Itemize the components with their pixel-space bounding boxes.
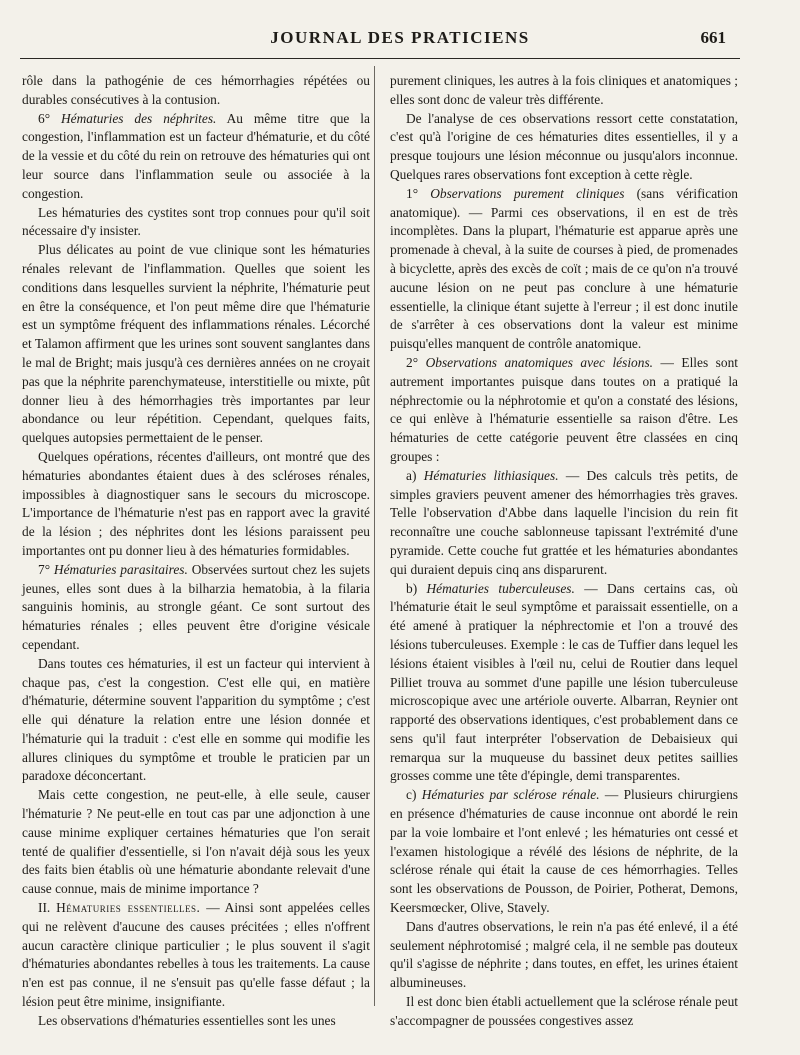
paragraph-text: — Des calculs très petits, de simples graviers peuvent amener des hémorrhagies très graves. Telle l'observation d'Abbe dans laquelle l'incision du rein fit reconnaître une couche sablonneuse tapissant l'extrémité d'une pyramide. Cette couche fut grattée et les hématuries abondantes qui duraient depuis cinq ans disparurent. bbox=[390, 467, 739, 577]
paragraph-cliniques bbox=[390, 185, 738, 354]
paragraph-text: Au même titre que la congestion, l'inflammation est un facteur d'hématurie, et du côté de la vessie et du côté du rein on retrouve des hématuries qui ont leur source dans l'inflammation seule ou associée à la congestion. bbox=[22, 110, 370, 201]
page-number: 661 bbox=[700, 28, 726, 47]
section-heading: Observations anatomiques avec lésions. bbox=[425, 354, 654, 370]
paragraph: purement cliniques, les autres à la fois cliniques et anatomiques ; elles sont donc de valeur très différente. bbox=[390, 73, 738, 107]
section-heading: Hématuries des néphrites. bbox=[61, 110, 217, 126]
section-heading: Observations purement cliniques bbox=[430, 185, 625, 201]
right-column bbox=[390, 72, 738, 1031]
section-number: 7° bbox=[38, 561, 51, 577]
section-number: 2° bbox=[406, 354, 419, 370]
paragraph-text: Observées surtout chez les sujets jeunes, elles sont dues à la bilharzia hematobia, à la filaria sanguinis hominis, au strongle géant. Ce sont surtout des hématuries rénales ; elles peuvent être d'origine vésicale cependant. bbox=[22, 561, 370, 652]
paragraph-text: — Dans certains cas, où l'hématurie était le seul symptôme et paraissait essentielle, on a été amené à pratiquer la néphrectomie et l'on a trouvé des lésions tuberculeuses. Exemple : le cas de Tuffier dans lequel les lésions étaient visibles à l'œil nu, celui de Routier dans lequel Pilliet trouva au sommet d'une papille une lésion tuberculeuse microscopique avec une artériole ouverte. Albarran, Reynier ont rapporté des observations identiques, c'est probablement dans ce sens qu'il faut interpréter l'observation de Debaisieux qui remarqua sur la muqueuse du bassinet deux petites saillies grosses comme une tête d'épingle, demi transparentes. bbox=[390, 580, 738, 784]
paragraph-nephrites bbox=[22, 110, 370, 204]
paragraph: rôle dans la pathogénie de ces hémorrhagies répétées ou durables consécutives à la contusion. bbox=[22, 73, 370, 107]
section-number: a) bbox=[406, 467, 417, 483]
paragraph-essentielles bbox=[22, 899, 370, 1012]
paragraph: Il est donc bien établi actuellement que la sclérose rénale peut s'accompagner de poussées congestives assez bbox=[390, 994, 738, 1028]
paragraph: Les observations d'hématuries essentielles sont les unes bbox=[38, 1012, 336, 1028]
section-number: b) bbox=[406, 580, 418, 596]
paragraph: Quelques opérations, récentes d'ailleurs, ont montré que des hématuries abondantes étaient dues à des scléroses rénales, impossibles à diagnostiquer sans le secours du microscope. L'importance de l'hématurie n'est pas en rapport avec la gravité de la lésion ; des néphrites dont les lésions paraissent peu importantes ont pu donner lieu à des hématuries formidables. bbox=[22, 448, 370, 558]
paragraph-tuberculeuses bbox=[390, 580, 738, 787]
paragraph-text: — Elles sont autrement importantes puisque dans toutes on a pratiqué la néphrectomie ou la néphrotomie et qu'on a constaté des lésions, ce qui enlève à l'hématurie essentielle sa raison d'être. Les hématuries de cette catégorie peuvent être classées en cinq groupes : bbox=[390, 354, 739, 464]
paragraph-text: — Ainsi sont appelées celles qui ne relèvent d'aucune des causes précitées ; elles n'offrent aucun caractère clinique particulier ; le plus souvent il s'agit d'hématuries abondantes rebelles à tous les traitements. La cause n'en est pas connue, il ne s'ensuit pas qu'elle fasse défaut ; la lésion peut être minime, insignifiante. bbox=[22, 900, 370, 1010]
header-rule bbox=[20, 58, 740, 59]
paragraph-sclerose bbox=[390, 786, 738, 918]
left-column bbox=[22, 72, 370, 1031]
section-number: 1° bbox=[406, 185, 419, 201]
section-heading: Hématuries tuberculeuses. bbox=[426, 580, 575, 596]
paragraph-text: (sans vérification anatomique). — Parmi ces observations, il en est de très incomplètes. Dans la plupart, l'hématurie est apparue après une promenade à cheval, à la suite de courses à pied, de promenades à bicyclette, après des excès de coït ; mais de ce qu'on n'a trouvé aucune lésion on ne peut pas conclure à une hématurie essentielle, la clinique étant sujette à l'erreur ; il est donc inutile de s'arrêter à ces observations dont la valeur est minime puisqu'elles manquent de contrôle anatomique. bbox=[390, 185, 738, 352]
section-heading: Hématuries par sclérose rénale. bbox=[421, 787, 600, 803]
paragraph: Les hématuries des cystites sont trop connues pour qu'il soit nécessaire d'y insister. bbox=[22, 204, 370, 239]
section-number: c) bbox=[406, 787, 417, 803]
paragraph: De l'analyse de ces observations ressort cette constatation, c'est qu'à l'origine de ces hématuries dites essentielles, il y a presque toujours une lésion méconnue ou jusqu'alors inconnue. Quelques rares observations font exception à cette règle. bbox=[390, 110, 738, 182]
section-number: II. bbox=[38, 900, 51, 916]
page-header bbox=[0, 0, 800, 60]
section-heading: Hématuries essentielles. bbox=[56, 900, 201, 916]
paragraph: Dans toutes ces hématuries, il est un facteur qui intervient à chaque pas, c'est la congestion. C'est elle qui, en matière d'hématurie, détermine souvent l'apparition du symptôme ; c'est elle qui dénature la relation entre une lésion donnée et l'hématurie qui la traduit : c'est elle en somme qui modifie les allures cliniques du symptôme et trouble le praticien par un paradoxe déconcertant. bbox=[22, 655, 370, 784]
section-number: 6° bbox=[38, 110, 51, 126]
paragraph: Plus délicates au point de vue clinique sont les hématuries rénales relevant de l'inflammation. Quelles que soient les conditions dans lesquelles survient la néphrite, l'hématurie peut en être la conséquence, et l'on peut même dire que l'hématurie est un symptôme fréquent des inflammations rénales. Lécorché et Talamon affirment que les urines sont souvent sanglantes dans le mal de Bright; mais jusqu'à ces dernières années on ne croyait pas que la néphrite parenchymateuse, interstitielle ou mixte, pût donner lieu à des hémorrhagies très importantes par leur abondance ou leur répétition. Cependant, quelques faits, quelques autopsies permettaient de le penser. bbox=[22, 242, 370, 446]
column-divider bbox=[374, 66, 375, 1006]
paragraph: Dans d'autres observations, le rein n'a pas été enlevé, il a été seulement néphrotomisé ; malgré cela, il ne semble pas douteux qu'il s'agisse de néphrite ; dans toutes, en effet, les urines étaient albumineuses. bbox=[390, 918, 738, 991]
section-heading: Hématuries lithiasiques. bbox=[423, 467, 559, 483]
journal-title: JOURNAL DES PRATICIENS bbox=[270, 28, 530, 47]
paragraph-text: — Plusieurs chirurgiens en présence d'hématuries de cause inconnue ont abordé le rein par la voie lombaire et l'ont enlevé ; les hématuries ont cessé et l'examen histologique a révélé des lésions de néphrite, de la sclérose rénale qui était la cause de ces hémorrhagies. Telles sont les observations de Pousson, de Poirier, Potherat, Demons, Keersmœcker, Olive, Stavely. bbox=[390, 787, 738, 916]
paragraph-lithiasiques bbox=[390, 467, 738, 580]
paragraph: Mais cette congestion, ne peut-elle, à elle seule, causer l'hématurie ? Ne peut-elle en tout cas par une adjonction à une cause minime expliquer certaines hématuries que l'on serait tenté de qualifier d'essentielle, si l'on n'avait déjà sous les yeux des faits bien établis où une hématurie abondante relevait d'une cause connue, mais de minime importance ? bbox=[22, 787, 370, 897]
paragraph-parasitaires bbox=[22, 561, 370, 655]
paragraph-anatomiques bbox=[390, 354, 738, 467]
section-heading: Hématuries parasitaires. bbox=[53, 561, 188, 577]
